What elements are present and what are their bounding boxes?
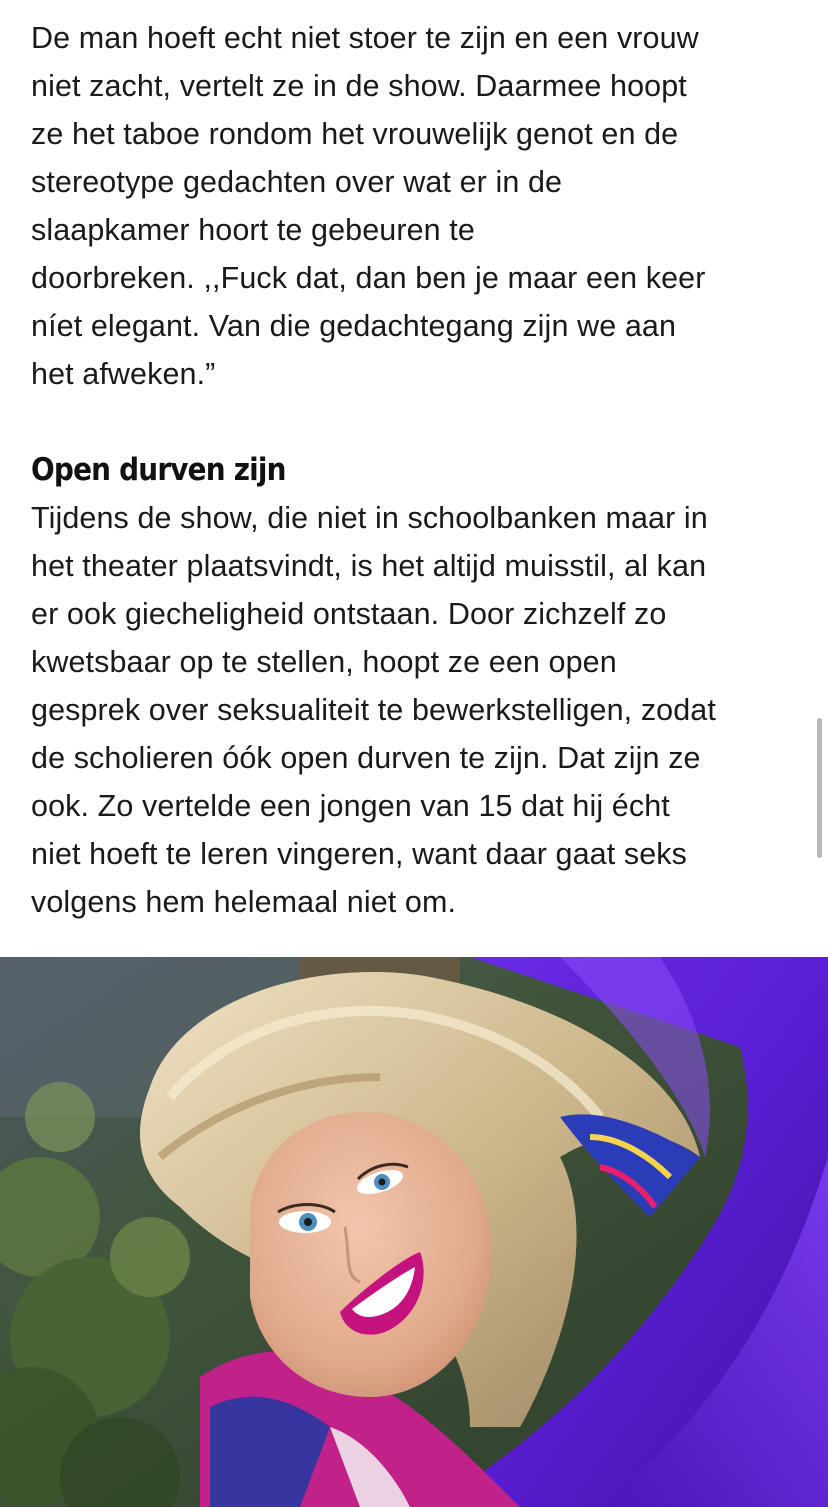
paragraph-line: ook. Zo vertelde een jongen van 15 dat hij écht	[31, 789, 670, 823]
paragraph-line: níet elegant. Van die gedachtegang zijn we aan	[31, 309, 677, 343]
paragraph-line: stereotype gedachten over wat er in de	[31, 165, 563, 199]
paragraph-line: de scholieren óók open durven te zijn. Dat zijn ze	[31, 741, 701, 775]
paragraph-line: kwetsbaar op te stellen, hoopt ze een open	[31, 645, 617, 679]
paragraph-line: ze het taboe rondom het vrouwelijk genot en de	[31, 117, 679, 151]
article-paragraph-2	[31, 494, 806, 926]
article-paragraph-1	[31, 14, 806, 398]
photo-illustration	[0, 957, 828, 1507]
paragraph-line: niet zacht, vertelt ze in de show. Daarmee hoopt	[31, 69, 687, 103]
paragraph-line: Tijdens de show, die niet in schoolbanken maar in	[31, 501, 708, 535]
vertical-scrollbar[interactable]	[817, 718, 822, 858]
paragraph-line: volgens hem helemaal niet om.	[31, 885, 457, 919]
article-body	[31, 14, 806, 926]
paragraph-line: De man hoeft echt niet stoer te zijn en een vrouw	[31, 21, 699, 55]
paragraph-line: gesprek over seksualiteit te bewerkstelligen, zodat	[31, 693, 716, 727]
paragraph-line: niet hoeft te leren vingeren, want daar gaat seks	[31, 837, 687, 871]
section-heading: Open durven zijn	[31, 452, 286, 488]
paragraph-line: het theater plaatsvindt, is het altijd muisstil, al kan	[31, 549, 707, 583]
paragraph-line: doorbreken. ,,Fuck dat, dan ben je maar een keer	[31, 261, 706, 295]
paragraph-line: het afweken.”	[31, 357, 216, 391]
paragraph-line: er ook giecheligheid ontstaan. Door zichzelf zo	[31, 597, 667, 631]
article-photo[interactable]	[0, 957, 828, 1507]
paragraph-line: slaapkamer hoort te gebeuren te	[31, 213, 475, 247]
